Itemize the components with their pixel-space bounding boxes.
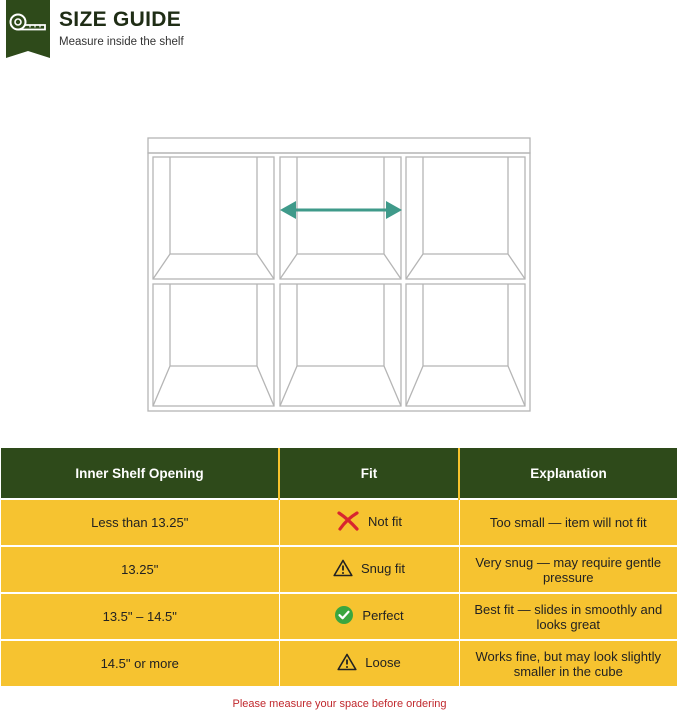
check-circle-icon [334, 605, 354, 625]
opening-cell: Less than 13.25" [1, 499, 279, 546]
opening-cell: 13.5" – 14.5" [1, 593, 279, 640]
explanation-cell: Best fit — slides in smoothly and looks great [459, 593, 677, 640]
col-header-opening: Inner Shelf Opening [1, 448, 279, 499]
explanation-cell: Works fine, but may look slightly smaller in the cube [459, 640, 677, 686]
opening-cell: 13.25" [1, 546, 279, 593]
explanation-cell: Too small — item will not fit [459, 499, 677, 546]
col-header-explanation: Explanation [459, 448, 677, 499]
table-row [1, 546, 677, 593]
header [0, 0, 679, 60]
fit-label: Not fit [368, 513, 402, 529]
fit-label: Loose [365, 654, 401, 670]
page-title: SIZE GUIDE [59, 8, 182, 31]
opening-cell: 14.5" or more [1, 640, 279, 686]
fit-label: Perfect [362, 607, 404, 623]
warning-icon [337, 653, 357, 671]
fit-cell [279, 546, 459, 593]
table-row [1, 640, 677, 686]
shelf-cube-4 [153, 284, 274, 406]
col-header-fit: Fit [279, 448, 459, 499]
explanation-cell: Very snug — may require gentle pressure [459, 546, 677, 593]
size-guide-badge [6, 0, 50, 58]
size-guide-table [1, 448, 677, 686]
fit-cell [279, 640, 459, 686]
cross-icon [336, 510, 360, 532]
measure-notice: Please measure your space before ordering [232, 698, 447, 710]
warning-icon [333, 559, 353, 577]
fit-label: Snug fit [360, 560, 406, 576]
measuring-tape-icon [9, 12, 47, 36]
shelf-frame [148, 153, 530, 411]
shelf-cube-3 [406, 157, 525, 279]
table-header-row [1, 448, 677, 499]
shelf-cube-5 [280, 284, 401, 406]
fit-cell [279, 499, 459, 546]
table-row [1, 499, 677, 546]
shelf-cube-6 [406, 284, 525, 406]
shelf-cube-2 [280, 157, 401, 279]
table-row [1, 593, 677, 640]
cube-shelf-illustration [146, 137, 534, 413]
fit-cell [279, 593, 459, 640]
page-subtitle: Measure inside the shelf [59, 36, 184, 48]
shelf-cube-1 [153, 157, 274, 279]
shelf-top-panel [148, 138, 530, 153]
